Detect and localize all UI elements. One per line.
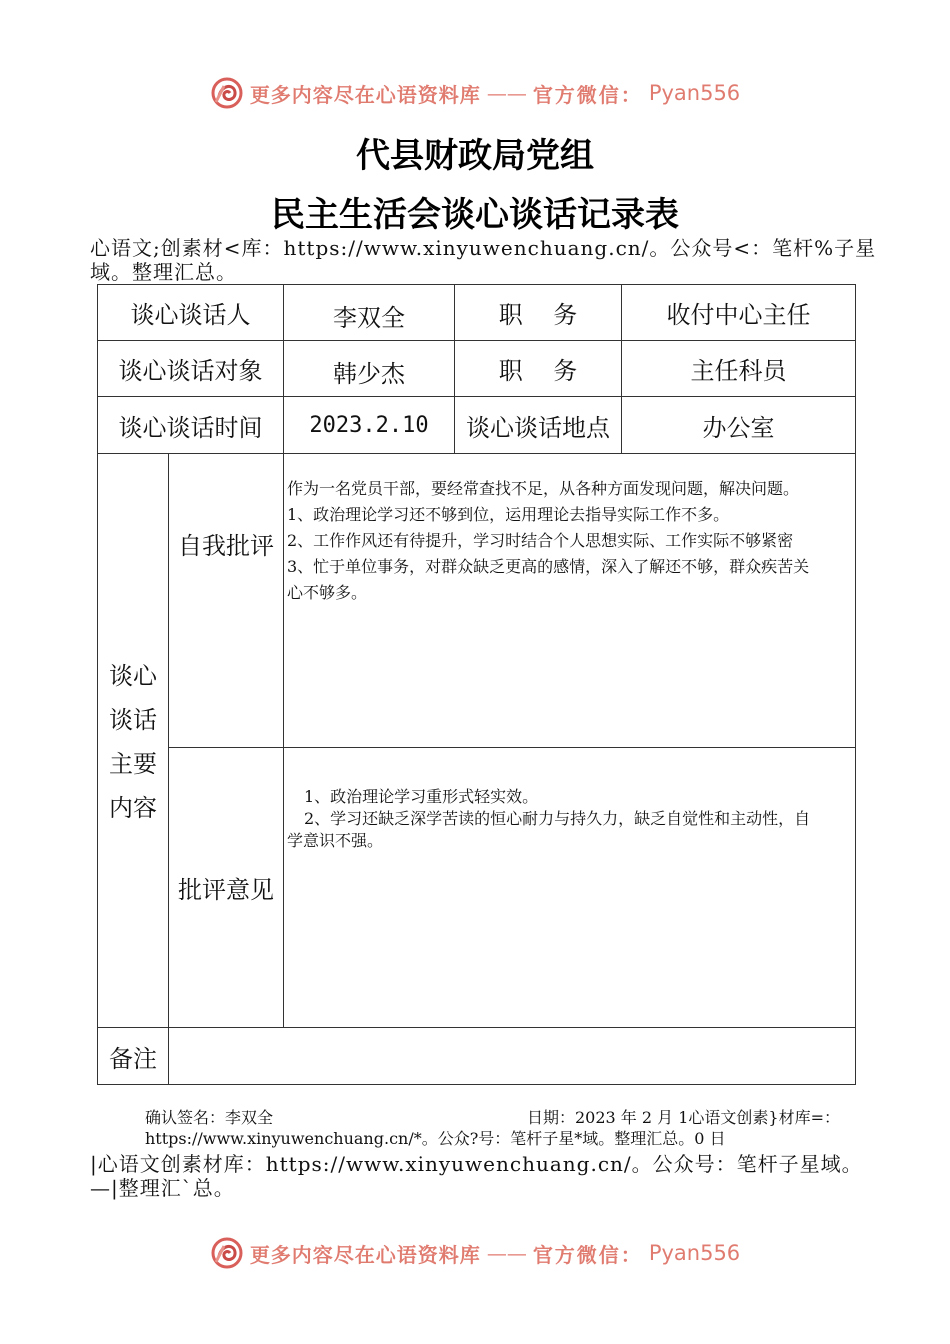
main-label-line: 主要 <box>109 750 157 778</box>
self-criticism-label <box>169 454 284 748</box>
swirl-logo-icon <box>210 76 244 110</box>
talkee-position-value: 主任科员 <box>622 341 856 397</box>
self-criticism-line: 心不够多。 <box>287 583 368 602</box>
banner-dash: —— <box>486 81 527 105</box>
date-text: 日期：2023 年 2 月 1心语文创素}材库=： <box>527 1108 841 1127</box>
main-label-line: 谈话 <box>109 706 157 734</box>
bottom-banner <box>0 1233 950 1273</box>
table-row <box>98 1028 856 1085</box>
talker-position-value: 收付中心主任 <box>622 285 856 341</box>
criticism-opinion-content <box>284 748 856 1028</box>
footer-line-4: —|整理汇`总。 <box>90 1176 235 1200</box>
talk-time-label: 谈心谈话时间 <box>98 397 284 454</box>
banner-wechat-label: 官方微信： <box>532 82 643 107</box>
talkee-value: 韩少杰 <box>284 341 455 397</box>
self-criticism-label-text: 自我批评 <box>178 532 274 560</box>
talker-value: 李双全 <box>284 285 455 341</box>
self-criticism-line: 3、忙于单位事务，对群众缺乏更高的感情，深入了解还不够，群众疾苦关 <box>287 557 810 576</box>
talk-place-label: 谈心谈话地点 <box>455 397 622 454</box>
talkee-position-label: 职 务 <box>455 341 622 397</box>
talkee-label: 谈心谈话对象 <box>98 341 284 397</box>
table-row <box>98 341 856 397</box>
self-criticism-line: 2、工作作风还有待提升，学习时结合个人思想实际、工作实际不够紧密 <box>287 531 794 550</box>
watermark-line-1: 心语文;创素材<库：https://www.xinyuwenchuang.cn/。公众号<：笔杆%子星 <box>90 236 877 260</box>
banner-text: 更多内容尽在心语资料库 <box>249 1242 481 1267</box>
table-row <box>98 454 856 748</box>
page-subtitle: 民主生活会谈心谈话记录表 <box>271 195 679 235</box>
banner-wechat-id: Pyan556 <box>648 81 741 105</box>
banner-wechat-id: Pyan556 <box>648 1241 741 1265</box>
top-banner <box>0 73 950 113</box>
main-label-line: 内容 <box>109 794 157 822</box>
banner-dash: —— <box>486 1241 527 1265</box>
talker-position-label: 职 务 <box>455 285 622 341</box>
main-content-label <box>98 454 169 1028</box>
banner-wechat-label: 官方微信： <box>532 1242 643 1267</box>
self-criticism-line: 作为一名党员干部，要经常查找不足，从各种方面发现问题，解决问题。 <box>287 479 800 498</box>
main-label-line: 谈心 <box>109 662 157 690</box>
signature-text: 确认签名：李双全 <box>145 1108 274 1127</box>
self-criticism-line: 1、政治理论学习还不够到位，运用理论去指导实际工作不多。 <box>287 505 730 524</box>
banner-text: 更多内容尽在心语资料库 <box>249 82 481 107</box>
table-row <box>98 397 856 454</box>
footer-line-2: https://www.xinyuwenchuang.cn/*。公众?号：笔杆子星*域。整理汇总。0 日 <box>145 1129 726 1148</box>
remarks-value <box>169 1028 856 1085</box>
talker-label: 谈心谈话人 <box>98 285 284 341</box>
swirl-logo-icon <box>210 1236 244 1270</box>
watermark-line-2: 域。整理汇总。 <box>90 260 237 284</box>
talk-record-table <box>97 284 856 1085</box>
talk-place-value: 办公室 <box>622 397 856 454</box>
criticism-opinion-line: 学意识不强。 <box>287 831 384 850</box>
self-criticism-content <box>284 454 856 748</box>
criticism-opinion-line: 2、学习还缺乏深学苦读的恒心耐力与持久力，缺乏自觉性和主动性，自 <box>304 809 811 828</box>
page-title: 代县财政局党组 <box>356 136 594 176</box>
footer-line-3: |心语文创素材库：https://www.xinyuwenchuang.cn/。公众号：笔杆子星域。 <box>90 1152 863 1176</box>
talk-time-value: 2023.2.10 <box>284 397 455 454</box>
table-row <box>98 748 856 1028</box>
criticism-opinion-label: 批评意见 <box>169 748 284 1028</box>
criticism-opinion-line: 1、政治理论学习重形式轻实效。 <box>304 787 539 806</box>
table-row <box>98 285 856 341</box>
remarks-label: 备注 <box>98 1028 169 1085</box>
